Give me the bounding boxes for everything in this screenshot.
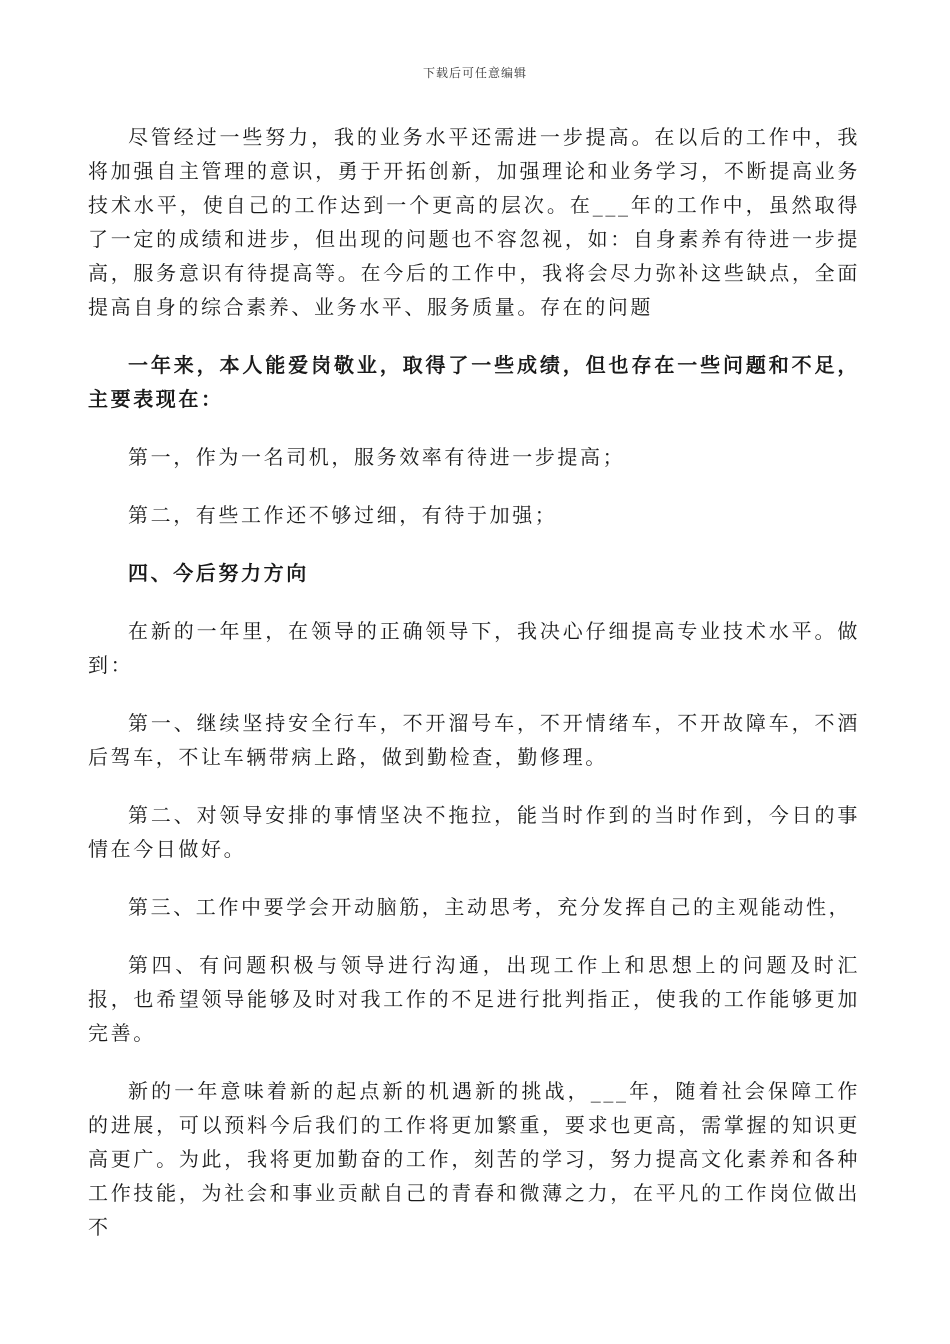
paragraph-new-year: 新的一年意味着新的起点新的机遇新的挑战，___年，随着社会保障工作的进展，可以预料今后我们的工作将更加繁重，要求也更高，需掌握的知识更高更广。为此，我将更加勤奋的工作，刻苦的学习，努力提高文化素养和各种工作技能，为社会和事业贡献自己的青春和微薄之力，在平凡的工作岗位做出不 bbox=[88, 1079, 860, 1239]
paragraph-summary: 尽管经过一些努力，我的业务水平还需进一步提高。在以后的工作中，我将加强自主管理的意识，勇于开拓创新，加强理论和业务学习，不断提高业务技术水平，使自己的工作达到一个更高的层次。在___年的工作中，虽然取得了一定的成绩和进步，但出现的问题也不容忽视，如：自身素养有待进一步提高，服务意识有待提高等。在今后的工作中，我将会尽力弥补这些缺点，全面提高自身的综合素养、业务水平、服务质量。存在的问题 bbox=[88, 125, 860, 319]
paragraph-direction-intro: 在新的一年里，在领导的正确领导下，我决心仔细提高专业技术水平。做到： bbox=[88, 619, 860, 677]
paragraph-problem-2: 第二，有些工作还不够过细，有待于加强； bbox=[128, 503, 558, 527]
paragraph-goal-2: 第二、对领导安排的事情坚决不拖拉，能当时作到的当时作到，今日的事情在今日做好。 bbox=[88, 803, 860, 861]
paragraph-problem-1: 第一，作为一名司机，服务效率有待进一步提高； bbox=[128, 445, 626, 469]
paragraph-goal-3: 第三、工作中要学会开动脑筋，主动思考，充分发挥自己的主观能动性， bbox=[128, 895, 852, 919]
paragraph-goal-1: 第一、继续坚持安全行车，不开溜号车，不开情绪车，不开故障车，不酒后驾车，不让车辆带病上路，做到勤检查，勤修理。 bbox=[88, 711, 860, 769]
document-body bbox=[88, 120, 860, 1268]
page-header: 下载后可任意编辑 bbox=[422, 66, 527, 80]
section-heading-direction: 四、今后努力方向 bbox=[128, 561, 309, 585]
paragraph-problems-intro: 一年来，本人能爱岗敬业，取得了一些成绩，但也存在一些问题和不足，主要表现在： bbox=[88, 353, 860, 411]
paragraph-goal-4: 第四、有问题积极与领导进行沟通，出现工作上和思想上的问题及时汇报，也希望领导能够及时对我工作的不足进行批判指正，使我的工作能够更加完善。 bbox=[88, 953, 860, 1045]
